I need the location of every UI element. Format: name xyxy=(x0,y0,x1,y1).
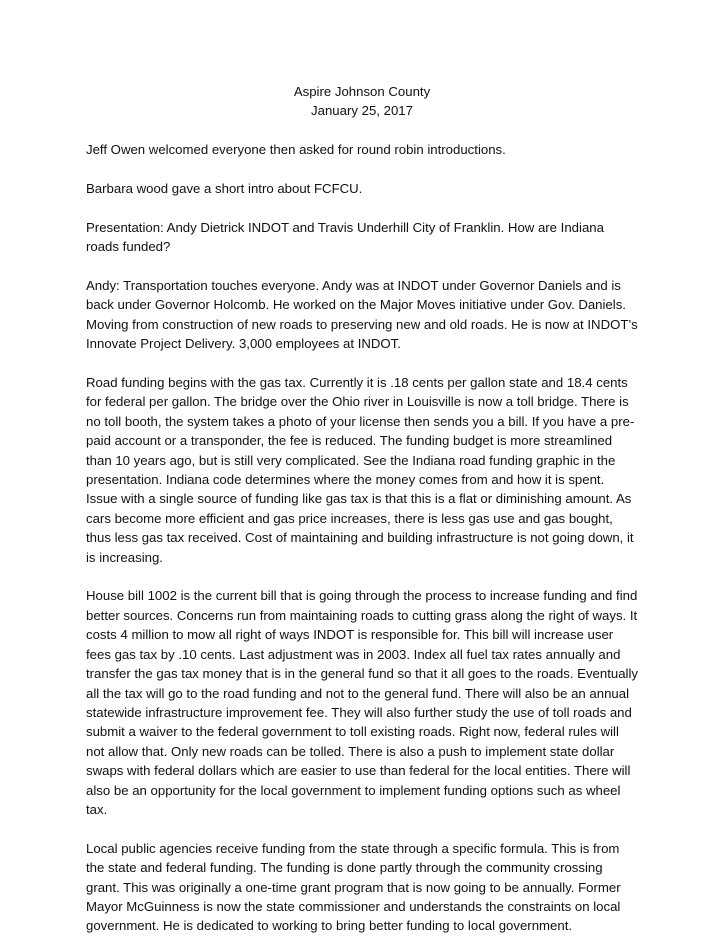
paragraph-andy-background: Andy: Transportation touches everyone. Andy was at INDOT under Governor Daniels and is back under Governor Holcomb. He worked on the Major Moves initiative under Gov. Daniels. Moving from construction of new roads to preserving new and old roads. He is now at INDOT’s Innovate Project Delivery. 3,000 employees at INDOT. xyxy=(86,278,638,352)
paragraph-presentation: Presentation: Andy Dietrick INDOT and Travis Underhill City of Franklin. How are Indiana roads funded? xyxy=(86,219,604,255)
paragraph-intro-fcfcu: Barbara wood gave a short intro about FCFCU. xyxy=(86,181,363,196)
paragraph-house-bill: House bill 1002 is the current bill that is going through the process to increase funding and find better sources. Concerns run from maintaining roads to cutting grass along the right of ways. It costs 4 million to mow all right of ways INDOT is responsible for. This bill will increase user fees gas tax by .10 cents. Last adjustment was in 2003. Index all fuel tax rates annually and transfer the gas tax money that is in the general fund so that it all goes to the roads. Eventually all the tax will go to the road funding and not to the general fund. There will also be an annual statewide infrastructure improvement fee. They will also further study the use of toll roads and submit a waiver to the federal government to toll existing roads. Right now, federal rules will not allow that. Only new roads can be tolled. There is also a push to implement state dollar swaps with federal dollars which are easier to use than federal for the local entities. There will also be an opportunity for the local government to implement funding options such as wheel tax. xyxy=(86,588,639,817)
paragraph-welcome: Jeff Owen welcomed everyone then asked for round robin introductions. xyxy=(86,142,506,158)
paragraph-road-funding: Road funding begins with the gas tax. Currently it is .18 cents per gallon state and 18.4 cents for federal per gallon. The bridge over the Ohio river in Louisville is now a toll bridge. There is no toll booth, the system takes a photo of your license then sends you a bill. If you have a pre-paid account or a transponder, the fee is reduced. The funding budget is more streamlined than 10 years ago, but is still very complicated. See the Indiana road funding graphic in the presentation. Indiana code determines where the money comes from and how it is spent. Issue with a single source of funding like gas tax is that this is a flat or diminishing amount. As cars become more efficient and gas price increases, there is less gas use and gas bought, thus less gas tax received. Cost of maintaining and building infrastructure is not going down, it is increasing. xyxy=(86,375,635,565)
paragraph-local-agencies: Local public agencies receive funding from the state through a specific formula. This is from the state and federal funding. The funding is done partly through the community crossing grant. This was originally a one-time grant program that is now going to be annually. Former Mayor McGuinness is now the state commissioner and understands the constraints on local government. He is dedicated to working to bring better funding to local government. xyxy=(86,840,621,934)
meeting-date: January 25, 2017 xyxy=(311,103,413,119)
organization-title: Aspire Johnson County xyxy=(293,84,431,99)
document-body xyxy=(86,82,638,936)
document-header xyxy=(86,82,638,121)
